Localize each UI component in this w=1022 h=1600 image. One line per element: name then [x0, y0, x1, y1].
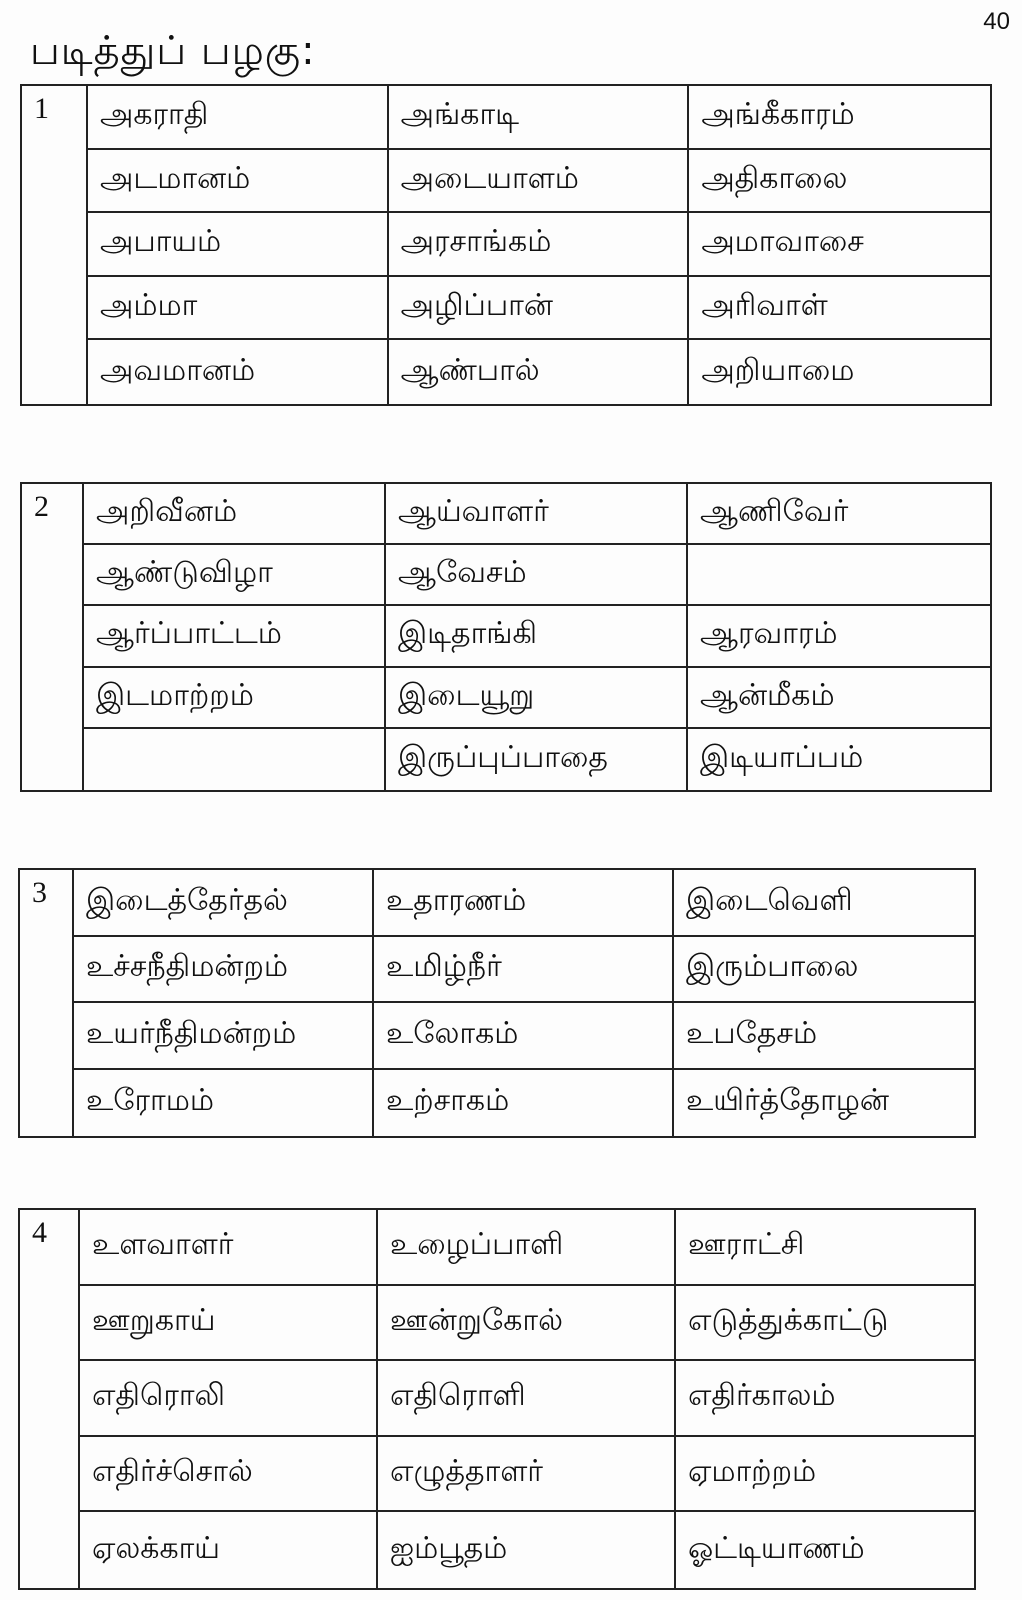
- word-cell: அழிப்பான்: [389, 277, 690, 341]
- word-cell: எதிரொளி: [378, 1361, 676, 1437]
- word-table-1: [20, 84, 992, 406]
- word-cell: ஆண்டுவிழா: [84, 545, 386, 606]
- word-cell: ஆய்வாளர்: [386, 484, 688, 545]
- table-number: 3: [20, 870, 74, 1136]
- page-title: படித்துப் பழகு:: [30, 28, 316, 74]
- word-cell: எதிரொலி: [80, 1361, 378, 1437]
- word-cell: எடுத்துக்காட்டு: [676, 1286, 974, 1362]
- word-cell: உயர்நீதிமன்றம்: [74, 1003, 374, 1070]
- word-cell: அரிவாள்: [689, 277, 990, 341]
- word-cell: இடியாப்பம்: [700, 739, 864, 775]
- word-cell: ஊறுகாய்: [80, 1286, 378, 1362]
- word-cell: அவமானம்: [88, 340, 389, 404]
- word-cell: இரும்பாலை: [674, 937, 974, 1004]
- word-cell: இடையூறு: [386, 668, 688, 729]
- word-cell: ஐம்பூதம்: [378, 1512, 676, 1588]
- word-cell: உபதேசம்: [674, 1003, 974, 1070]
- word-cell: இடைவெளி: [674, 870, 974, 937]
- word-grid: [88, 86, 990, 404]
- table-number: 1: [22, 86, 88, 404]
- word-cell: உதாரணம்: [374, 870, 674, 937]
- word-grid: [80, 1210, 974, 1588]
- word-cell: ஆணிவேர்: [688, 484, 990, 545]
- word-cell: அம்மா: [88, 277, 389, 341]
- word-cell: இடமாற்றம்: [84, 668, 386, 729]
- word-cell: உற்சாகம்: [374, 1070, 674, 1137]
- word-cell: ஊன்றுகோல்: [378, 1286, 676, 1362]
- word-cell: உலோகம்: [374, 1003, 674, 1070]
- word-cell: ஆரவாரம்: [688, 606, 990, 667]
- word-cell: உரோமம்: [74, 1070, 374, 1137]
- table-number: 2: [22, 484, 84, 790]
- word-cell: ஊராட்சி: [676, 1210, 974, 1286]
- word-cell: இருப்புப்பாதை: [386, 729, 688, 790]
- word-cell: ஆவேசம்: [386, 545, 688, 606]
- word-cell: அங்கீகாரம்: [689, 86, 990, 150]
- word-table-3: [18, 868, 976, 1138]
- word-cell: அடையாளம்: [389, 150, 690, 214]
- word-cell: அரசாங்கம்: [389, 213, 690, 277]
- table-number: 4: [20, 1210, 80, 1588]
- word-cell: அமாவாசை: [689, 213, 990, 277]
- word-table-4: [18, 1208, 976, 1590]
- word-grid: [84, 484, 990, 790]
- word-cell: உழைப்பாளி: [378, 1210, 676, 1286]
- word-cell: அடமானம்: [88, 150, 389, 214]
- word-cell: இடிதாங்கி: [386, 606, 688, 667]
- word-cell: ஏலக்காய்: [80, 1512, 378, 1588]
- word-cell: உயிர்த்தோழன்: [686, 1083, 889, 1119]
- word-cell: ஆர்ப்பாட்டம்: [84, 606, 386, 667]
- page-number: 40: [983, 8, 1010, 35]
- word-cell: அகராதி: [88, 86, 389, 150]
- word-cell: அபாயம்: [88, 213, 389, 277]
- word-cell: இடைத்தேர்தல்: [74, 870, 374, 937]
- word-cell: எழுத்தாளர்: [378, 1437, 676, 1513]
- word-cell: உச்சநீதிமன்றம்: [74, 937, 374, 1004]
- word-cell: எதிர்காலம்: [676, 1361, 974, 1437]
- word-cell: அதிகாலை: [689, 150, 990, 214]
- word-cell: அறியாமை: [701, 352, 855, 388]
- word-cell: ஆன்மீகம்: [688, 668, 990, 729]
- word-grid: [74, 870, 974, 1136]
- word-cell: ஏமாற்றம்: [676, 1437, 974, 1513]
- word-cell: உமிழ்நீர்: [374, 937, 674, 1004]
- word-cell: ஓட்டியாணம்: [688, 1530, 865, 1566]
- word-cell: உளவாளர்: [80, 1210, 378, 1286]
- word-cell: ஆண்பால்: [389, 340, 690, 404]
- word-cell: அறிவீனம்: [84, 484, 386, 545]
- word-cell: [688, 545, 990, 606]
- word-cell: அங்காடி: [389, 86, 690, 150]
- word-cell: [84, 729, 386, 790]
- word-cell: எதிர்ச்சொல்: [80, 1437, 378, 1513]
- word-table-2: [20, 482, 992, 792]
